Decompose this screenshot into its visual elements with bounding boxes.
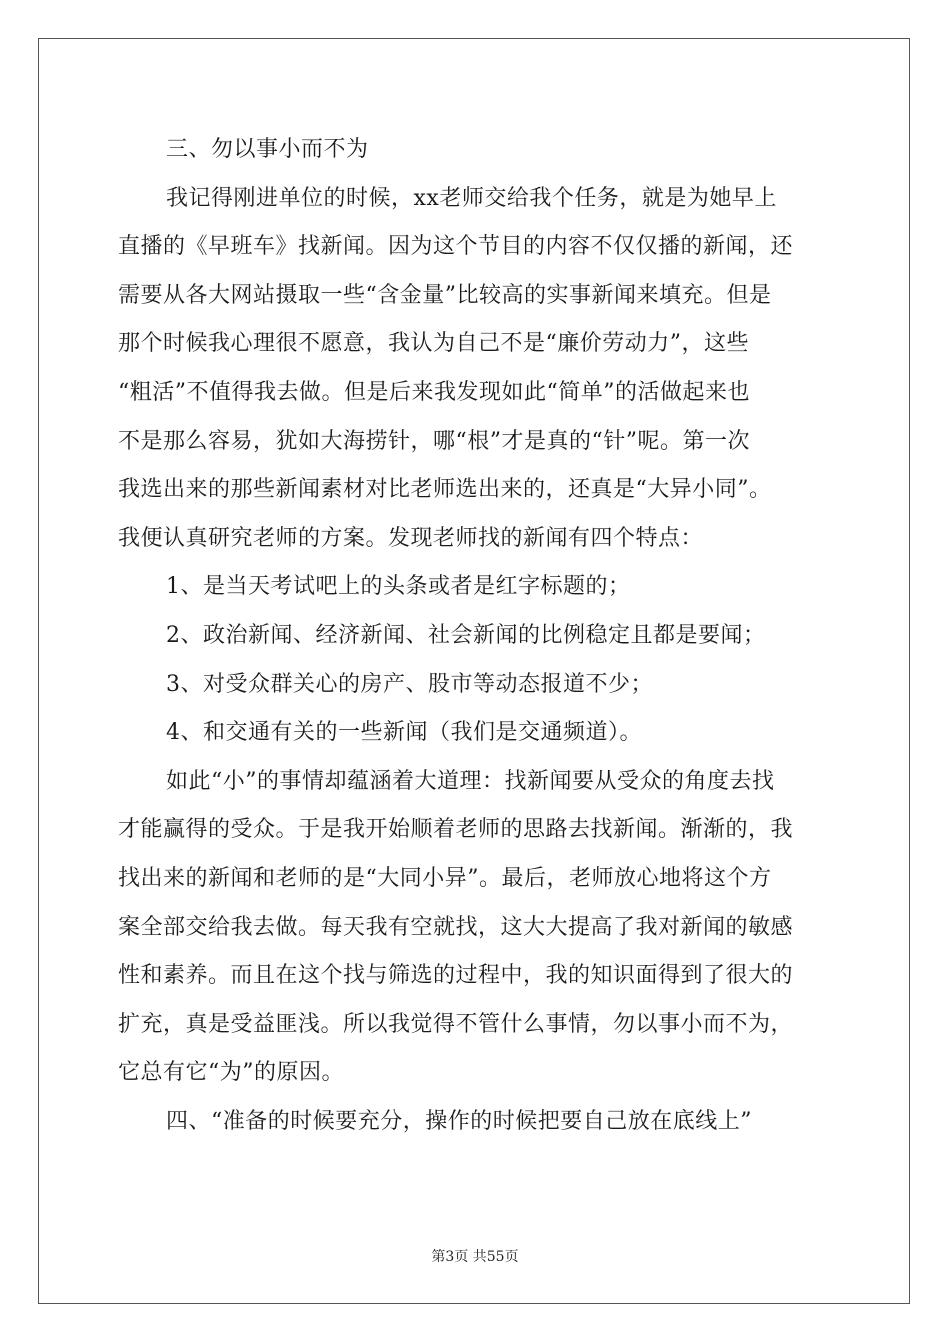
list-item: 3、对受众群关心的房产、股市等动态报道不少； bbox=[166, 671, 653, 697]
paragraph-line: 我记得刚进单位的时候，xx老师交给我个任务，就是为她早上 bbox=[166, 185, 777, 211]
paragraph-line: 不是那么容易，犹如大海捞针，哪“根”才是真的“针”呢。第一次 bbox=[118, 428, 750, 454]
paragraph-line: 才能赢得的受众。于是我开始顺着老师的思路去找新闻。渐渐的，我 bbox=[118, 817, 794, 843]
page-number-footer: 第3页 共55页 bbox=[431, 1249, 519, 1265]
paragraph-line: “粗活”不值得我去做。但是后来我发现如此“简单”的活做起来也 bbox=[118, 379, 750, 405]
list-item: 2、政治新闻、经济新闻、社会新闻的比例稳定且都是要闻； bbox=[166, 622, 766, 648]
paragraph-line: 那个时候我心理很不愿意，我认为自己不是“廉价劳动力”，这些 bbox=[118, 331, 749, 357]
section-heading: 四、“准备的时候要充分，操作的时候把要自己放在底线上” bbox=[166, 1108, 752, 1134]
section-heading: 三、勿以事小而不为 bbox=[166, 137, 369, 162]
list-item: 4、和交通有关的一些新闻（我们是交通频道）。 bbox=[166, 720, 642, 746]
paragraph-line: 需要从各大网站摄取一些“含金量”比较高的实事新闻来填充。但是 bbox=[118, 282, 772, 308]
paragraph-line: 性和素养。而且在这个找与筛选的过程中，我的知识面得到了很大的 bbox=[118, 963, 794, 989]
paragraph-line: 如此“小”的事情却蕴涵着大道理：找新闻要从受众的角度去找 bbox=[166, 768, 775, 794]
paragraph-line: 直播的《早班车》找新闻。因为这个节目的内容不仅仅播的新闻，还 bbox=[118, 234, 794, 260]
paragraph-line: 找出来的新闻和老师的是“大同小异”。最后，老师放心地将这个方 bbox=[118, 865, 772, 891]
paragraph-line: 我选出来的那些新闻素材对比老师选出来的，还真是“大异小同”。 bbox=[118, 477, 772, 503]
list-item: 1、是当天考试吧上的头条或者是红字标题的； bbox=[166, 574, 631, 600]
paragraph-line: 扩充，真是受益匪浅。所以我觉得不管什么事情，勿以事小而不为， bbox=[118, 1011, 794, 1037]
paragraph-line: 我便认真研究老师的方案。发现老师找的新闻有四个特点： bbox=[118, 525, 704, 551]
document-body bbox=[118, 126, 834, 1146]
paragraph-line: 它总有它“为”的原因。 bbox=[118, 1060, 344, 1086]
paragraph-line: 案全部交给我去做。每天我有空就找，这大大提高了我对新闻的敏感 bbox=[118, 914, 794, 940]
